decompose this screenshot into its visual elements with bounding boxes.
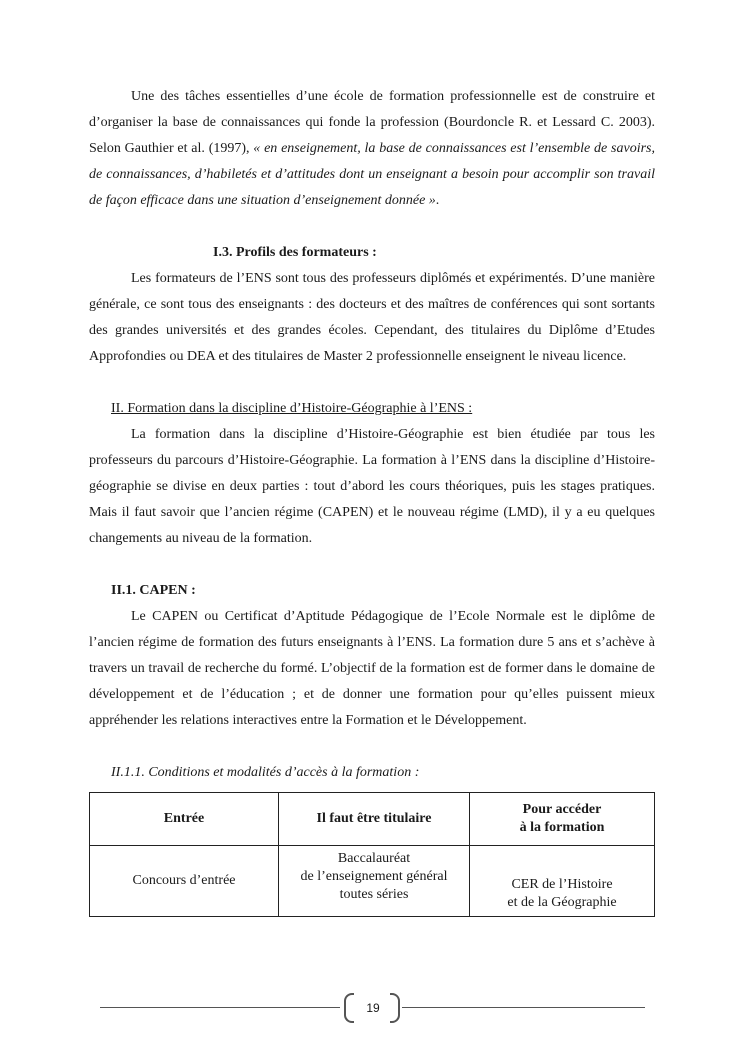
paragraph-intro — [89, 84, 655, 214]
cell-baccalaureat — [279, 846, 470, 917]
paragraph-formation: La formation dans la discipline d’Histoire-Géographie est bien étudiée par tous les professeurs du parcours d’Histoire-Géographie. La formation à l’ENS dans la discipline d’Histoire-géographie se divise en deux parties : tout d’abord les cours théoriques, puis les stages pratiques. Mais il faut savoir que l’ancien régime (CAPEN) et le nouveau régime (LMD), il y a eu quelques changements au niveau de la formation. — [89, 427, 655, 546]
document-body — [89, 84, 655, 917]
header-entree: Entrée — [90, 793, 279, 846]
paragraph-capen: Le CAPEN ou Certificat d’Aptitude Pédagogique de l’Ecole Normale est le diplôme de l’ancien régime de formation des futurs enseignants à l’ENS. La formation dure 5 ans et s’achève à travers un travail de recherche du formé. L’objectif de la formation est de former dans le domaine de développement et de l’éducation ; et de donner une formation pour qu’elles puissent mieux appréhender les relations interactives entre la Formation et le Développement. — [89, 609, 655, 728]
table-header-row — [90, 793, 655, 846]
cell-cer — [470, 846, 655, 917]
cell-bac-line3: toutes séries — [339, 887, 409, 902]
heading-ii: II. Formation dans la discipline d’Histoire-Géographie à l’ENS : — [111, 401, 473, 416]
footer-rule-left — [100, 1007, 340, 1008]
cell-bac-line2: de l’enseignement général — [300, 869, 448, 884]
cell-cer-line1: CER de l’Histoire — [511, 877, 613, 892]
paragraph-intro-text: Une des tâches essentielles d’une école de formation professionnelle est de construire et d’organiser la base de connaissances qui fonde la profession (Bourdoncle R. et Lessard C. 2003). Selon Gauthier et al. (1997), — [89, 89, 655, 156]
footer-brace-right — [390, 993, 400, 1023]
footer-rule-right — [402, 1007, 645, 1008]
cell-bac-line1: Baccalauréat — [337, 851, 411, 866]
heading-ii1: II.1. CAPEN : — [111, 583, 196, 598]
page-footer — [100, 993, 645, 1023]
cell-cer-line2: et de la Géographie — [507, 895, 617, 910]
header-acceder-line2: à la formation — [519, 820, 605, 835]
header-acceder-line1: Pour accéder — [522, 802, 602, 817]
gauthier-quote: « en enseignement, la base de connaissances est l’ensemble de savoirs, de connaissances, d’habiletés et d’attitudes dont un enseignant a besoin pour accomplir son travail de façon efficace dans une situation d’enseignement donnée » — [89, 141, 655, 208]
header-titulaire: Il faut être titulaire — [279, 793, 470, 846]
paragraph-formateurs: Les formateurs de l’ENS sont tous des professeurs diplômés et expérimentés. D’une manière générale, ce sont tous des enseignants : des docteurs et des maîtres de conférences qui sont sortants des grandes universités et des grandes écoles. Cependant, des titulaires du Diplôme d’Etudes Approfondies ou DEA et des titulaires de Master 2 professionnelle enseignent le niveau licence. — [89, 271, 655, 364]
page-number: 19 — [366, 1001, 380, 1015]
heading-ii11: II.1.1. Conditions et modalités d’accès à la formation : — [111, 765, 420, 780]
header-acceder — [470, 793, 655, 846]
paragraph-intro-end: . — [435, 193, 440, 208]
cell-concours: Concours d’entrée — [90, 846, 279, 917]
access-conditions-table — [89, 792, 655, 917]
table-row — [90, 846, 655, 917]
heading-i3: I.3. Profils des formateurs : — [213, 245, 377, 260]
